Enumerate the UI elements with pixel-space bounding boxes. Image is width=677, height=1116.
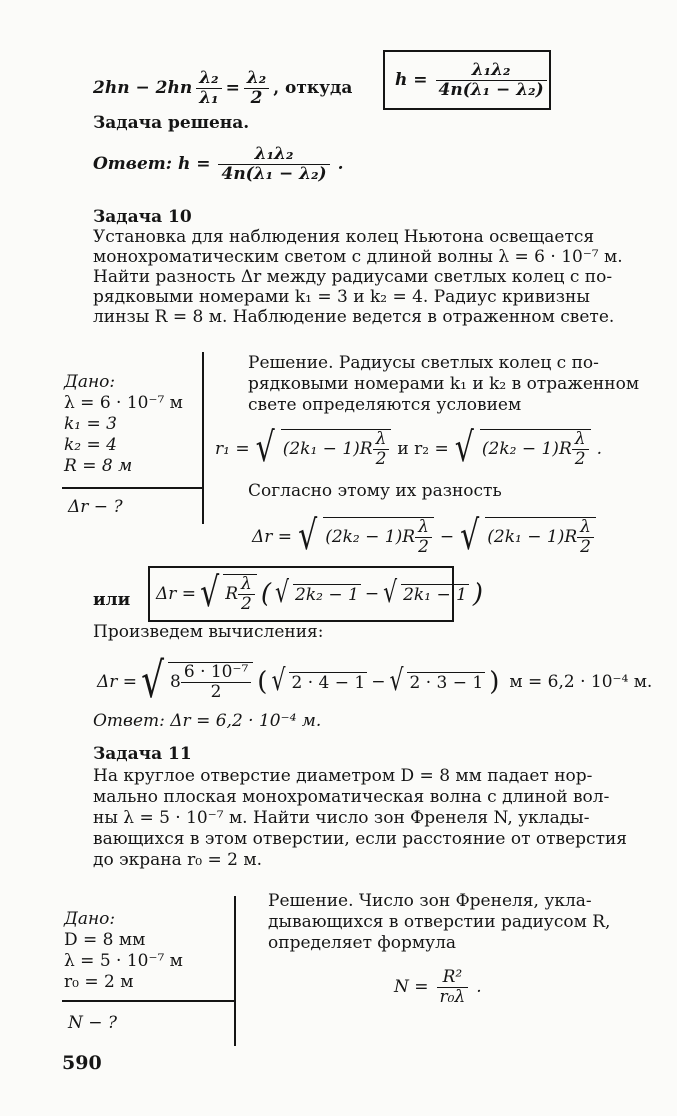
answer-1-den: 4n(λ₁ − λ₂) [221,163,327,184]
calc-num: 6 · 10⁻⁷ [181,663,251,683]
paren-close: ) [489,667,500,697]
page-number: 590 [62,1052,102,1074]
sqrt-icon: √ [141,653,165,709]
task11-find: N − ? [68,1013,118,1033]
boxed-dr-formula [148,566,484,622]
solved-text: Задача решена. [93,113,250,133]
top-formula [93,58,352,118]
task10-solution-line: Решение. Радиусы светлых колец с по- [248,353,599,373]
r1-two: 2 [375,449,387,469]
answer-1-num: λ₁λ₂ [218,145,329,165]
paren-open: ( [260,579,271,609]
top-frac-1-den: λ₁ [199,87,219,108]
task11-given [64,909,183,993]
sqrt-icon: √ [454,424,474,472]
calc-inner-2: 2 · 3 − 1 [409,672,484,693]
task10-line: линзы R = 8 м. Наблюдение ведется в отраженном свете. [93,307,615,327]
paren-open: ( [257,667,268,697]
sqrt-icon: √ [274,576,290,611]
task10-given-item: k₁ = 3 [64,414,117,434]
top-frac-1 [196,69,221,108]
calc-formula [97,650,652,714]
calc-eight: 8 [170,672,181,692]
answer-1-label: Ответ: h = [93,154,211,174]
sqrt-icon: √ [389,664,404,699]
task10-line: Найти разность Δr между радиусами светлых колец с по- [93,267,613,287]
calc-frac [181,663,251,702]
top-formula-lhs: 2hn − 2hn [93,78,193,98]
dr-frac-2 [577,518,594,557]
r1-radicand [281,429,392,469]
task11-line: На круглое отверстие диаметром D = 8 мм падает нор- [93,766,593,786]
r-formula-end: . [596,439,602,459]
dr-lambda-2: λ [577,518,594,538]
top-boxed-formula [383,50,551,110]
task11-solution-line: дывающихся в отверстии радиусом R, [268,912,611,932]
r1-lambda: λ [373,430,390,450]
task11-given-vline [234,896,236,1046]
task10-line: Установка для наблюдения колец Ньютона освещается [93,227,595,247]
task10-solution [248,353,639,416]
dr-two-2: 2 [580,537,591,557]
n-formula [394,962,482,1012]
box-inner-2: 2k₁ − 1 [403,584,467,605]
box-minus: − [364,584,380,604]
box-inner-1: 2k₂ − 1 [295,584,359,605]
task10-line: рядковыми номерами k₁ = 3 и k₂ = 4. Радиус кривизны [93,287,590,307]
r2-rad-text: (2k₂ − 1)R [481,439,572,459]
r1-rad-text: (2k₁ − 1)R [282,439,373,459]
top-box-frac [436,61,547,100]
task10-find: Δr − ? [68,497,123,517]
top-box-lhs: h = [395,70,428,90]
task11-given-title: Дано: [64,909,116,929]
task11-line: до экрана r₀ = 2 м. [93,850,262,870]
task11-line: мально плоская монохроматическая волна с длиной вол- [93,787,610,807]
r2-radicand [480,429,591,469]
task10-given-vline [202,352,204,524]
top-formula-tail: , откуда [273,78,353,98]
box-dr-lhs: Δr = [156,584,197,604]
top-box-den: 4n(λ₁ − λ₂) [438,79,544,100]
task11-solution-line: Решение. Число зон Френеля, укла- [268,891,592,911]
sqrt-icon: √ [460,512,480,560]
task10-line: монохроматическим светом с длиной волны λ = 6 · 10⁻⁷ м. [93,247,623,267]
dr-lambda-1: λ [415,518,432,538]
sqrt-icon: √ [200,569,220,617]
task11-given-divider [62,1000,234,1002]
top-frac-2 [244,69,269,108]
or-label: или [93,590,131,610]
sqrt-icon: √ [271,664,286,699]
r2-lambda: λ [572,430,589,450]
dr-rad1-text: (2k₂ − 1)R [325,527,416,547]
task10-given-item: k₂ = 4 [64,435,117,455]
task10-title: Задача 10 [93,207,192,227]
dr-radicand-1 [323,517,434,557]
task11-given-item: λ = 5 · 10⁻⁷ м [64,951,183,971]
task10-answer: Ответ: Δr = 6,2 · 10⁻⁴ м. [93,711,322,731]
task11-solution-line: определяет формула [268,933,457,953]
r2-frac [572,430,589,469]
task10-given-item: λ = 6 · 10⁻⁷ м [64,393,183,413]
task11-line: ны λ = 5 · 10⁻⁷ м. Найти число зон Френеля N, уклады- [93,808,590,828]
box-radicand [223,574,257,614]
calc-lhs: Δr = [97,672,138,692]
task10-solution-line: свете определяются условием [248,395,522,415]
calc-result: м = 6,2 · 10⁻⁴ м. [509,672,653,692]
calc-radicand [168,662,253,702]
task10-given-title: Дано: [64,372,116,392]
task11-line: вающихся в этом отверстии, если расстояние от отверстия [93,829,628,849]
top-box-num: λ₁λ₂ [436,61,547,81]
task10-given-item: R = 8 м [64,456,133,476]
r2-two: 2 [574,449,586,469]
answer-1-end: . [337,154,344,174]
task11-solution [268,891,610,954]
dr-lhs: Δr = [252,527,293,547]
n-frac [437,968,469,1007]
box-r: R [225,584,238,604]
sqrt-icon: √ [383,576,398,611]
box-lambda: λ [238,575,255,595]
n-end: . [476,977,482,997]
sqrt-icon: √ [255,424,275,472]
task10-accordingly: Согласно этому их разность [248,481,502,501]
dr-rad2-text: (2k₁ − 1)R [487,527,578,547]
calc-den: 2 [210,682,222,702]
dr-radicand-2 [485,517,596,557]
task11-title: Задача 11 [93,744,192,764]
box-frac [238,575,255,614]
task11-given-item: D = 8 мм [64,930,146,950]
n-num: R² [437,968,469,988]
r1-frac [373,430,390,469]
dr-frac-1 [415,518,432,557]
sqrt-icon: √ [298,512,318,560]
task10-given [64,372,183,477]
top-frac-2-num: λ₂ [244,69,269,89]
task10-compute: Произведем вычисления: [93,622,324,642]
answer-1 [93,140,344,188]
top-formula-eq: = [225,78,240,98]
r1-label: r₁ = [215,439,250,459]
paren-close: ) [472,579,484,609]
task10-text [93,227,641,327]
calc-minus: − [371,672,386,692]
n-den: r₀λ [439,986,466,1007]
r-formula [215,423,602,475]
dr-two-1: 2 [418,537,429,557]
box-two: 2 [241,594,252,614]
calc-inner-1: 2 · 4 − 1 [291,672,366,693]
answer-1-frac [218,145,329,184]
task10-solution-line: рядковыми номерами k₁ и k₂ в отраженном [248,374,640,394]
dr-formula [252,510,596,564]
n-lhs: N = [394,977,429,997]
dr-minus: − [439,527,455,547]
r2-label: и r₂ = [397,439,449,459]
top-frac-1-num: λ₂ [196,69,221,89]
task10-given-divider [62,487,202,489]
task11-given-item: r₀ = 2 м [64,972,134,992]
top-frac-2-den: 2 [250,87,263,108]
task11-text [93,766,641,871]
